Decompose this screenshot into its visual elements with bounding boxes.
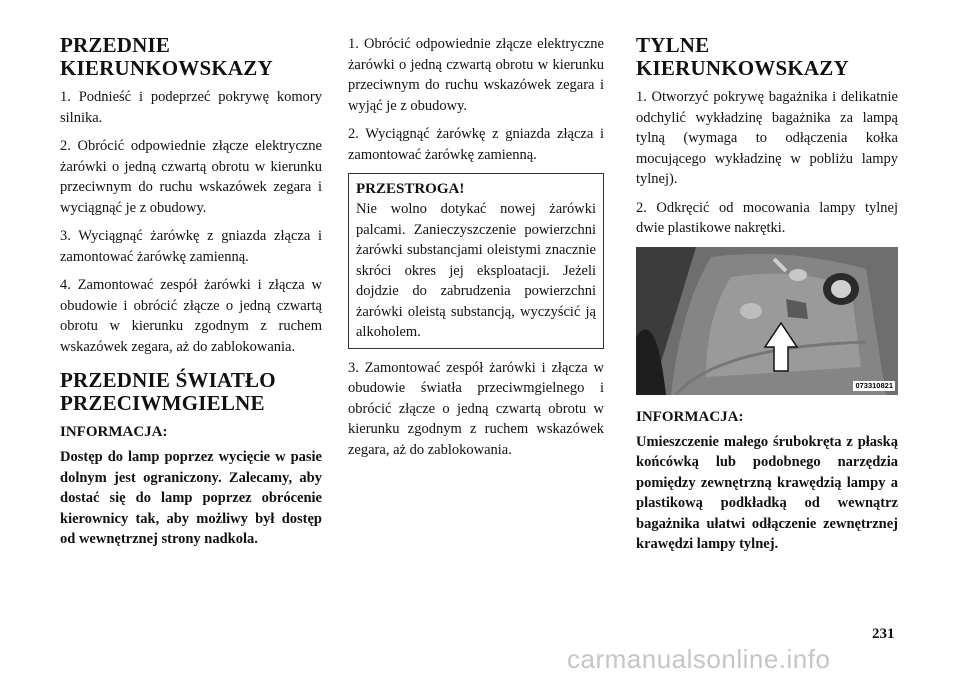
step-1: 1. Obrócić odpowiednie złącze elektryczne żarówki o jedną czwartą obrotu w kierunku przeciwnym do ruchu wskazówek zegara i wyjąć je z obudowy. [348,36,604,114]
info-text: Dostęp do lamp poprzez wycięcie w pasie dolnym jest ograniczony. Zalecamy, aby dostać się do lamp poprzez obrócenie kierownicy tak, aby możliwy był dostęp od wewnętrznej strony nadkola. [60,449,322,547]
step-3: 3. Wyciągnąć żarówkę z gniazda złącza i zamontować żarówkę zamienną. [60,228,322,265]
step-3: 3. Zamontować zespół żarówki i złącza w obudowie światła przeciwmgielnego i obrócić złącze o jedną czwartą obrotu w kierunku zgodnym z ruchem wskazówek zegara, aż do zablokowania. [348,359,604,458]
info-label: INFORMACJA: [60,424,168,440]
step-4: 4. Zamontować zespół żarówki i złącza w obudowie i obrócić złącze o jedną czwartą obrotu w kierunku zgodnym z ruchem wskazówek zegara, aż do zablokowania. [60,277,322,355]
step-2: 2. Wyciągnąć żarówkę z gniazda złącza i zamontować żarówkę zamienną. [348,126,604,163]
info-text: Umieszczenie małego śrubokręta z płaską końcówką lub podobnego narzędzia pomiędzy zewnętrzną krawędzią lampy a plastikową podkładką od wewnątrz bagażnika ułatwi odłączenie zewnętrznej krawędzi lampy tylnej. [636,433,898,552]
tail-lamp-photo [636,247,898,395]
heading-rear-turn-signals: TYLNE KIERUNKOWSKAZY [636,33,849,80]
tail-lamp-illustration [636,247,898,395]
heading-front-turn-signals: PRZEDNIE KIERUNKOWSKAZY [60,33,273,80]
caution-box [348,173,604,349]
column-1 [60,34,322,558]
step-2: 2. Odkręcić od mocowania lampy tylnej dwie plastikowe nakrętki. [636,199,898,236]
caution-label: PRZESTROGA! [356,181,465,197]
info-label: INFORMACJA: [636,408,744,425]
photo-reference-code: 073310821 [855,380,893,390]
caution-text: Nie wolno dotykać nowej żarówki palcami. Zanieczyszczenie powierzchni żarówki substancjami oleistymi znacznie skróci okres jej eksploatacji. Jeżeli dojdzie do zabrudzenia powierzchni żarówki oleistą substancją, wyczyścić ją alkoholem. [356,201,596,340]
step-1: 1. Otworzyć pokrywę bagażnika i delikatnie odchylić wykładzinę bagażnika za lampą tylną (wymaga to odłączenia kołka mocującego wykładzinę w pobliżu lampy tylnej). [636,89,898,187]
heading-front-fog-light: PRZEDNIE ŚWIATŁO PRZECIWMGIELNE [60,368,276,415]
step-1: 1. Podnieść i podeprzeć pokrywę komory silnika. [60,89,322,126]
watermark: carmanualsonline.info [567,644,831,674]
column-3 [636,34,898,563]
column-2 [348,34,604,468]
page-number: 231 [872,626,895,642]
step-2: 2. Obrócić odpowiednie złącze elektryczne żarówki o jedną czwartą obrotu w kierunku przeciwnym do ruchu wskazówek zegara i wyciągnąć je z obudowy. [60,138,322,216]
